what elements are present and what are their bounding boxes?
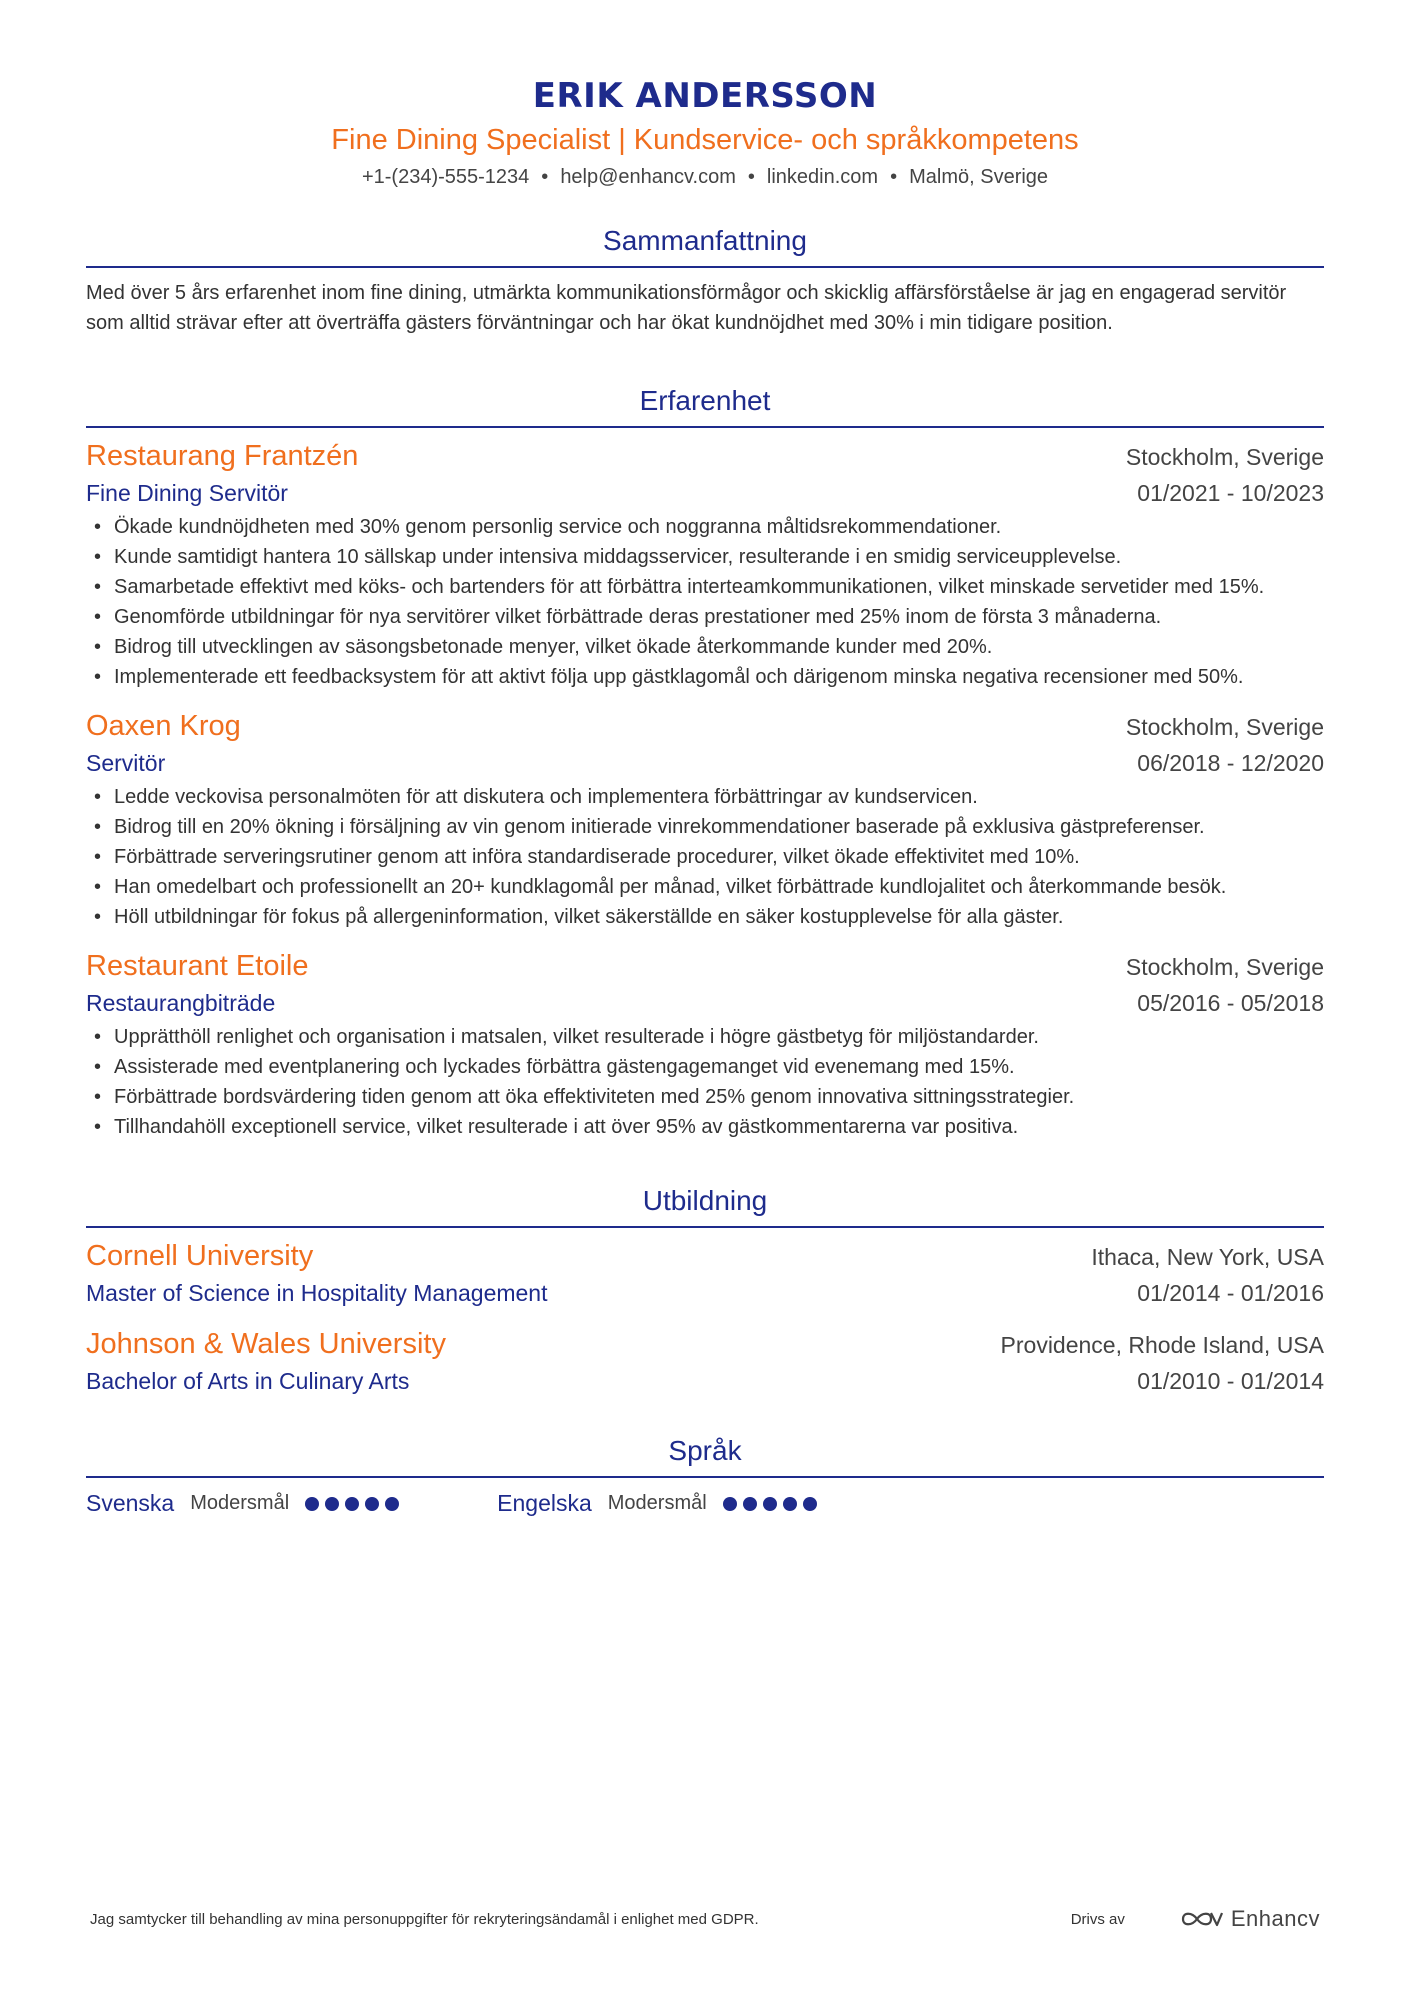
achievement-list	[86, 512, 1324, 692]
summary-section	[86, 222, 1324, 338]
job-location: Stockholm, Sverige	[1125, 444, 1324, 470]
gdpr-consent: Jag samtycker till behandling av mina personuppgifter för rekryteringsändamål i enlighet med GDPR.	[90, 1910, 759, 1928]
rating-dot	[305, 1497, 319, 1511]
enhancv-logo-icon	[1181, 1908, 1223, 1930]
rating-dot	[325, 1497, 339, 1511]
job-location: Stockholm, Sverige	[1125, 714, 1324, 740]
achievement-item: • Implementerade ett feedbacksystem för att aktivt följa upp gästklagomål och därigenom minska negativa recensioner med 50%.	[86, 662, 1324, 692]
job-dates: 05/2016 - 05/2018	[1137, 990, 1324, 1016]
section-title-languages: Språk	[86, 1432, 1324, 1478]
rating-dot	[723, 1497, 737, 1511]
school-name: Cornell University	[86, 1240, 314, 1272]
candidate-headline: Fine Dining Specialist | Kundservice- och språkkompetens	[331, 124, 1079, 156]
achievement-item: • Förbättrade serveringsrutiner genom att införa standardiserade procedurer, vilket ökade effektivitet med 10%.	[86, 842, 1324, 872]
school-location: Ithaca, New York, USA	[1091, 1244, 1324, 1270]
achievement-list	[86, 1022, 1324, 1142]
education-section	[86, 1182, 1324, 1398]
contact-info	[86, 162, 1324, 192]
degree: Bachelor of Arts in Culinary Arts	[86, 1368, 410, 1394]
job-dates: 06/2018 - 12/2020	[1137, 750, 1324, 776]
achievement-item: • Kunde samtidigt hantera 10 sällskap under intensiva middagsservicer, resulterande i en smidig serviceupplevelse.	[86, 542, 1324, 572]
education-dates: 01/2010 - 01/2014	[1137, 1368, 1324, 1394]
achievement-item: • Tillhandahöll exceptionell service, vilket resulterade i att över 95% av gästkommentarerna var positiva.	[86, 1112, 1324, 1142]
job-title: Servitör	[86, 750, 166, 776]
language-item	[86, 1490, 405, 1517]
achievement-item: • Upprätthöll renlighet och organisation i matsalen, vilket resulterade i högre gästbetyg för miljöstandarder.	[86, 1022, 1324, 1052]
achievement-item: • Genomförde utbildningar för nya servitörer vilket förbättrade deras prestationer med 25% inom de första 3 månaderna.	[86, 602, 1324, 632]
achievement-item: • Bidrog till utvecklingen av säsongsbetonade menyer, vilket ökade återkommande kunder med 20%.	[86, 632, 1324, 662]
job-title: Fine Dining Servitör	[86, 480, 288, 506]
rating-dot	[783, 1497, 797, 1511]
separator-dot: •	[747, 166, 755, 188]
experience-entry	[86, 706, 1324, 932]
achievement-item: • Assisterade med eventplanering och lyckades förbättra gästengagemanget vid evenemang med 15%.	[86, 1052, 1324, 1082]
language-list	[86, 1490, 1324, 1517]
language-level: Modersmål	[607, 1492, 707, 1514]
summary-text: Med över 5 års erfarenhet inom fine dining, utmärkta kommunikationsförmågor och skicklig affärsförståelse är jag en engagerad servitör som alltid strävar efter att överträffa gästers förväntningar och har ökat kundnöjdhet med 30% i min tidigare position.	[86, 282, 1287, 334]
section-title-experience: Erfarenhet	[86, 382, 1324, 428]
language-name: Svenska	[86, 1490, 175, 1516]
brand-name: Enhancv	[1230, 1906, 1320, 1931]
rating-dot	[385, 1497, 399, 1511]
achievement-item: • Förbättrade bordsvärdering tiden genom att öka effektiviteten med 25% genom innovativa sittningsstrategier.	[86, 1082, 1324, 1112]
rating-dot	[763, 1497, 777, 1511]
powered-by-label: Drivs av	[1070, 1910, 1125, 1928]
company-name: Oaxen Krog	[86, 710, 241, 742]
page-footer	[0, 1906, 1410, 1932]
achievement-item: • Samarbetade effektivt med köks- och bartenders för att förbättra interteamkommunikationen, vilket minskade servetider med 15%.	[86, 572, 1324, 602]
candidate-name: ERIK ANDERSSON	[532, 76, 878, 116]
email: help@enhancv.com	[560, 166, 736, 188]
achievement-item: • Höll utbildningar för fokus på allergeninformation, vilket säkerställde en säker kostupplevelse för alla gäster.	[86, 902, 1324, 932]
education-entry	[86, 1236, 1324, 1310]
achievement-list	[86, 782, 1324, 932]
achievement-item: • Ledde veckovisa personalmöten för att diskutera och implementera förbättringar av kundservicen.	[86, 782, 1324, 812]
achievement-item: • Bidrog till en 20% ökning i försäljning av vin genom initierade vinrekommendationer baserade på exklusiva gästpreferenser.	[86, 812, 1324, 842]
rating-dot	[365, 1497, 379, 1511]
separator-dot: •	[890, 166, 898, 188]
achievement-item: • Han omedelbart och professionellt an 20+ kundklagomål per månad, vilket förbättrade kundlojalitet och återkommande besök.	[86, 872, 1324, 902]
resume-header	[86, 0, 1324, 192]
language-rating	[305, 1497, 405, 1511]
experience-section	[86, 382, 1324, 1142]
degree: Master of Science in Hospitality Management	[86, 1280, 548, 1306]
experience-entry	[86, 946, 1324, 1142]
phone: +1-(234)-555-1234	[361, 166, 530, 188]
education-dates: 01/2014 - 01/2016	[1137, 1280, 1324, 1306]
achievement-item: • Ökade kundnöjdheten med 30% genom personlig service och noggranna måltidsrekommendationer.	[86, 512, 1324, 542]
separator-dot: •	[541, 166, 549, 188]
languages-section	[86, 1432, 1324, 1517]
section-title-education: Utbildning	[86, 1182, 1324, 1228]
language-item	[497, 1490, 823, 1517]
linkedin: linkedin.com	[766, 166, 879, 188]
rating-dot	[743, 1497, 757, 1511]
experience-entry	[86, 436, 1324, 692]
school-name: Johnson & Wales University	[86, 1328, 446, 1360]
rating-dot	[803, 1497, 817, 1511]
job-title: Restaurangbiträde	[86, 990, 276, 1016]
school-location: Providence, Rhode Island, USA	[1000, 1332, 1324, 1358]
language-name: Engelska	[497, 1490, 592, 1516]
company-name: Restaurang Frantzén	[86, 440, 359, 472]
language-level: Modersmål	[190, 1492, 290, 1514]
job-dates: 01/2021 - 10/2023	[1137, 480, 1324, 506]
education-entry	[86, 1324, 1324, 1398]
section-title-summary: Sammanfattning	[86, 222, 1324, 268]
rating-dot	[345, 1497, 359, 1511]
company-name: Restaurant Etoile	[86, 950, 309, 982]
brand-logo[interactable]	[1181, 1906, 1320, 1932]
language-rating	[723, 1497, 823, 1511]
location: Malmö, Sverige	[909, 166, 1049, 188]
job-location: Stockholm, Sverige	[1125, 954, 1324, 980]
